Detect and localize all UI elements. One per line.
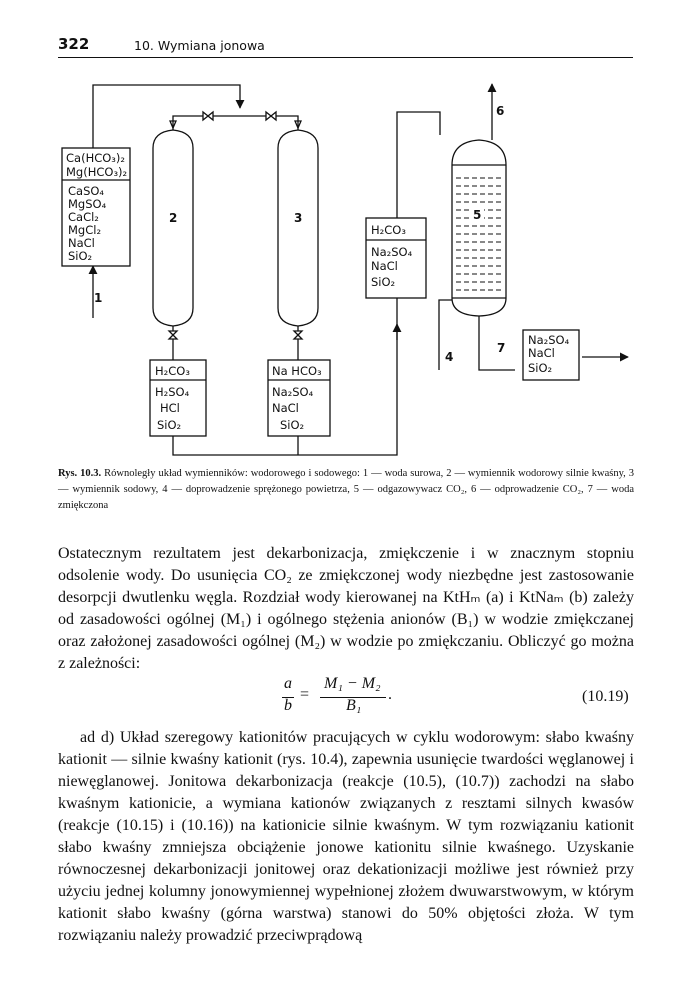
equation-number: (10.19) [582, 688, 629, 705]
box-mid-line-1: H₂CO₃ [371, 223, 406, 237]
formula-denominator: B₁ [346, 697, 362, 714]
box-right-line-1: Na₂SO₄ [528, 333, 570, 347]
formula-b: b [284, 697, 292, 714]
valve-icon [169, 331, 177, 339]
caption-label: Rys. 10.3. [58, 468, 102, 479]
box-out3-top-line: Na HCO₃ [272, 364, 322, 378]
formula-a: a [284, 675, 292, 692]
formula-numerator: M₁ − M₂ [324, 675, 381, 692]
box-mid-line-2: Na₂SO₄ [371, 245, 413, 259]
formula-period: . [388, 686, 392, 703]
box-left-bottom-line-6: SiO₂ [68, 249, 93, 263]
box-left-bottom-line-3: CaCl₂ [68, 210, 99, 224]
formula-equals: = [300, 686, 310, 703]
body-paragraph-2: ad d) Układ szeregowy kationitów pracujących w cyklu wodorowym: słabo kwaśny kationit — silnie kwaśny kationit (rys. 10.4), zapewnia usunięcie twardości węglanowej i niewęglanowej. Jonitowa dekarbonizacja (reakcje (10.5), (10.7)) zachodzi na słabo kwaśnym kationicie, a wymiana kationów związanych z resztami silnych kwasów (reakcje (10.15) i (10.16)) na kationicie silnie kwaśnym. W tym rozwiązaniu kationit słabo kwaśny zmniejsza obciążenie jonowe kationitu silnie kwaśnego. Uzyskanie równoczesnej dekarbonizacji jonitowej oraz dekationizacji możliwe jest również przy użyciu jednej kolumny jonowymiennej wypełnionej złożem dwuwarstwowym, w którym kationit słabo kwaśny (górna warstwa) stanowi do 50% objętości złoża. W tym rozwiązaniu należy prowadzić przeciwprądową [58, 729, 634, 944]
column-top-header [173, 116, 298, 130]
box-out2-bottom-line-2: HCl [160, 401, 180, 415]
column-2-vessel [153, 130, 193, 326]
valve-icon [294, 331, 302, 339]
label-6: 6 [496, 104, 505, 118]
box-left-bottom-line-2: MgSO₄ [68, 197, 107, 211]
box-right-line-3: SiO₂ [528, 361, 553, 375]
degasser-packing [456, 178, 502, 290]
ion-exchange-diagram [0, 0, 689, 470]
column-3-vessel [278, 130, 318, 326]
box-right-line-2: NaCl [528, 346, 555, 360]
box-out2-bottom-line-1: H₂SO₄ [155, 385, 190, 399]
box-mid-line-3: NaCl [371, 259, 398, 273]
box-left-bottom-line-1: CaSO₄ [68, 184, 105, 198]
label-2: 2 [169, 211, 178, 225]
body-paragraph-1: Ostatecznym rezultatem jest dekarbonizacja, zmiękczenie i w znacznym stopniu odsolenie wody. Do usunięcia CO₂ ze zmiękczonej wody niezbędne jest zastosowanie desorpcji dwutlenku węgla. Rozdział wody kierowanej na KtHₘ (a) i KtNaₘ (b) zależy od zasadowości ogólnej (M₁) i ogólnego stężenia anionów (B₁) w wodzie zmiękczanej oraz założonej zasadowości ogólnej (M₂) w wodzie po zmiękczaniu. Obliczyć go można z zależności: [58, 545, 634, 672]
box-out2-bottom-line-3: SiO₂ [157, 418, 182, 432]
chapter-title: 10. Wymiana jonowa [134, 38, 265, 53]
figure-caption [58, 466, 634, 514]
label-1: 1 [94, 291, 103, 305]
box-out3-bottom-line-3: SiO₂ [280, 418, 305, 432]
caption-text: Równoległy układ wymienników: wodorowego i sodowego: 1 — woda surowa, 2 — wymiennik wodorowy silnie kwaśny, 3 — wymiennik sodowy, 4 — doprowadzenie sprężonego powietrza, 5 — odgazowywacz CO₂, 6 — odprowadzenie CO₂, 7 — woda zmiękczona [58, 468, 634, 511]
valve-icon [203, 112, 213, 120]
box-left-top-line-1: Ca(HCO₃)₂ [66, 151, 125, 165]
box-left-bottom-line-5: NaCl [68, 236, 95, 250]
equation-10-19 [270, 677, 470, 721]
box-out2-top-line: H₂CO₃ [155, 364, 190, 378]
label-3: 3 [294, 211, 303, 225]
degasser-feed-line [397, 112, 440, 218]
label-4: 4 [445, 350, 454, 364]
page-number: 322 [58, 35, 90, 53]
label-5: 5 [473, 208, 482, 222]
valve-icon [266, 112, 276, 120]
box-out3-bottom-line-1: Na₂SO₄ [272, 385, 314, 399]
box-left-bottom-line-4: MgCl₂ [68, 223, 102, 237]
box-mid-line-4: SiO₂ [371, 275, 396, 289]
box-left-top-line-2: Mg(HCO₃)₂ [66, 165, 128, 179]
label-7: 7 [497, 341, 506, 355]
box-out3-bottom-line-2: NaCl [272, 401, 299, 415]
